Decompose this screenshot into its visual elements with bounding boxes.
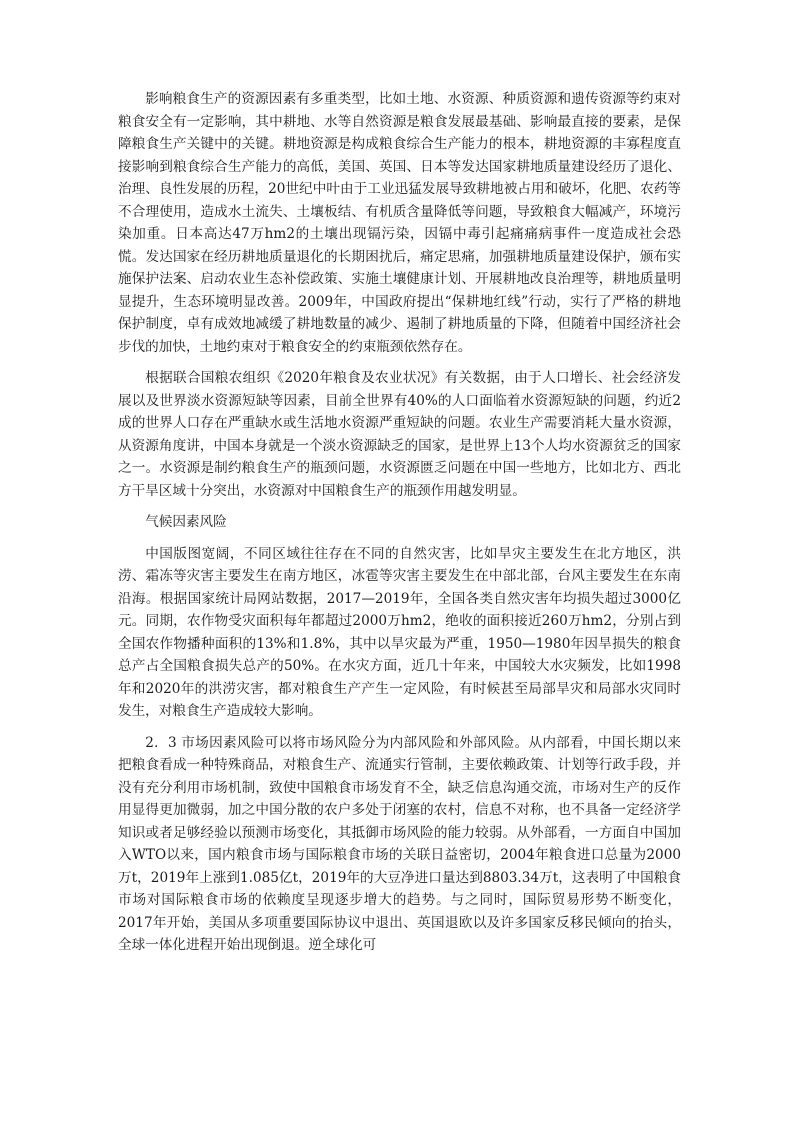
section-heading-climate-risk: 气候因素风险 (145, 514, 227, 530)
paragraph-resource-factors: 影响粮食生产的资源因素有多重类型，比如土地、水资源、种质资源和遗传资源等约束对粮食安全有一定影响，其中耕地、水等自然资源是粮食发展最基础、影响最直接的要素，是保障粮食生产关键中的关键。耕地资源是构成粮食综合生产能力的根本，耕地资源的丰寡程度直接影响到粮食综合生产能力的高低，美国、英国、日本等发达国家耕地质量建设经历了退化、治理、良性发展的历程，20世纪中叶由于工业迅猛发展导致耕地被占用和破坏，化肥、农药等不合理使用，造成水土流失、土壤板结、有机质含量降低等问题，导致粮食大幅减产，环境污染加重。日本高达47万hm2的土壤出现镉污染，因镉中毒引起痛痛病事件一度造成社会恐慌。发达国家在经历耕地质量退化的长期困扰后，痛定思痛，加强耕地质量建设保护，颁布实施保护法案、启动农业生态补偿政策、实施土壤健康计划、开展耕地改良治理等，耕地质量明显提升，生态环境明显改善。2009年，中国政府提出“保耕地红线”行动，实行了严格的耕地保护制度，卓有成效地减缓了耕地数量的减少、遏制了耕地质量的下降，但随着中国经济社会步伐的加快，土地约束对于粮食安全的约束瓶颈依然存在。 (118, 91, 681, 355)
paragraph-water-resources: 根据联合国粮农组织《2020年粮食及农业状况》有关数据，由于人口增长、社会经济发展以及世界淡水资源短缺等因素，目前全世界有40%的人口面临着水资源短缺的问题，约近2成的世界人口存在严重缺水或生活地水资源严重短缺的问题。农业生产需要消耗大量水资源，从资源角度讲，中国本身就是一个淡水资源缺乏的国家，是世界上13个人均水资源贫乏的国家之一。水资源是制约粮食生产的瓶颈问题，水资源匮乏问题在中国一些地方，比如北方、西北方干旱区域十分突出，水资源对中国粮食生产的瓶颈作用越发明显。 (118, 370, 681, 499)
paragraph-market-risk: 2．3 市场因素风险可以将市场风险分为内部风险和外部风险。从内部看，中国长期以来把粮食看成一种特殊商品，对粮食生产、流通实行管制，主要依赖政策、计划等行政手段，并没有充分利用市场机制，致使中国粮食市场发育不全，缺乏信息沟通交流，市场对生产的反作用显得更加微弱，加之中国分散的农户多处于闭塞的农村，信息不对称，也不具备一定经济学知识或者足够经验以预测市场变化，其抵御市场风险的能力较弱。从外部看，一方面自中国加入WTO以来，国内粮食市场与国际粮食市场的关联日益密切，2004年粮食进口总量为2000万t，2019年上涨到1.085亿t，2019年的大豆净进口量达到8803.34万t，这表明了中国粮食市场对国际粮食市场的依赖度呈现逐步增大的趋势。与之同时，国际贸易形势不断变化，2017年开始，美国从多项重要国际协议中退出、英国退欧以及许多国家反移民倾向的抬头，全球一体化进程开始出现倒退。逆全球化可 (118, 734, 681, 953)
paragraph-natural-disasters: 中国版图宽阔，不同区域往往存在不同的自然灾害，比如旱灾主要发生在北方地区，洪涝、霜冻等灾害主要发生在南方地区，冰雹等灾害主要发生在中部北部，台风主要发生在东南沿海。根据国家统计局网站数据，2017—2019年，全国各类自然灾害年均损失超过3000亿元。同期，农作物受灾面积每年都超过2000万hm2，绝收的面积接近260万hm2，分别占到全国农作物播种面积的13%和1.8%，其中以旱灾最为严重，1950—1980年因旱损失的粮食总产占全国粮食损失总产的50%。在水灾方面，近几十年来，中国较大水灾频发，比如1998年和2020年的洪涝灾害，都对粮食生产产生一定风险，有时候甚至局部旱灾和局部水灾同时发生，对粮食生产造成较大影响。 (118, 545, 681, 719)
document-page (118, 88, 681, 966)
